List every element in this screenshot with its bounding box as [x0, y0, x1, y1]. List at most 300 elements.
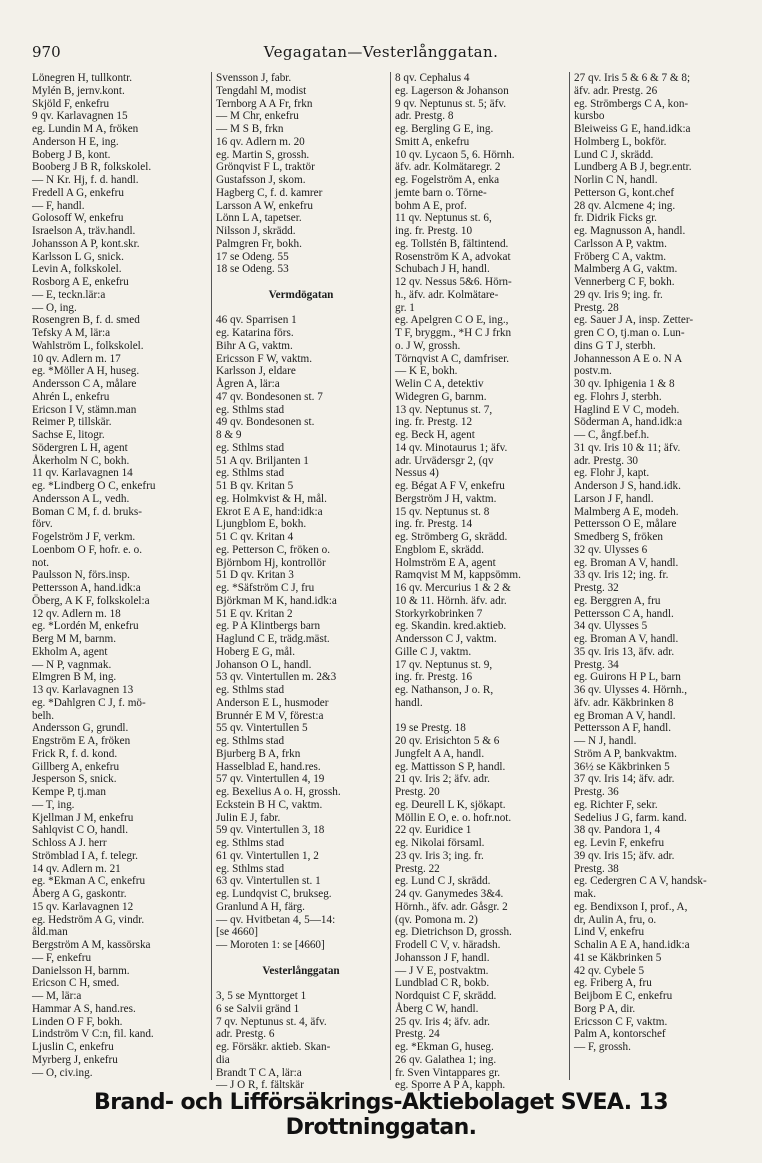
directory-columns	[32, 72, 750, 1092]
directory-line: Björnbom Hj, kontrollör	[216, 556, 326, 569]
directory-line	[216, 952, 386, 965]
directory-line: mak.	[574, 888, 597, 900]
directory-line: Gustafsson J, skom.	[216, 174, 306, 186]
directory-line: Björkman M K, hand.idk:a	[216, 594, 337, 607]
directory-line: Pettersson O E, målare	[574, 518, 677, 531]
directory-line: Smitt A, enkefru	[395, 135, 470, 148]
directory-line: — F, enkefru	[32, 951, 92, 964]
directory-line: Anderson H E, ing.	[32, 135, 119, 148]
directory-line: Prestg. 20	[395, 786, 440, 798]
directory-line: 51 C qv. Kritan 4	[216, 531, 294, 543]
directory-line: Andersson C A, målare	[32, 378, 137, 390]
directory-line: eg. Bégat A F V, enkefru	[395, 480, 505, 492]
directory-line: eg. Tollstén B, fältintend.	[395, 237, 509, 250]
directory-line: Tengdahl M, modist	[216, 84, 307, 97]
directory-line: eg Broman A V, handl.	[574, 709, 676, 722]
directory-line: eg. Bergling G E, ing.	[395, 123, 494, 135]
directory-line: eg. Nathanson, J o. R,	[395, 684, 494, 696]
directory-line: eg. Sthlms stad	[216, 862, 285, 875]
directory-line: Hörnh., äfv. adr. Gåsgr. 2	[395, 900, 508, 913]
directory-line: Andersson G, grundl.	[32, 722, 129, 735]
directory-line: eg. Sthlms stad	[216, 684, 285, 696]
directory-line: eg. Holmkvist & H, mål.	[216, 492, 327, 505]
directory-line: Palmgren Fr, bokh.	[216, 237, 302, 250]
directory-line: Danielsson H, barnm.	[32, 964, 130, 977]
directory-line: 49 qv. Bondesonen st.	[216, 416, 315, 429]
directory-line: Andersson A L, vedh.	[32, 492, 130, 505]
column-3	[390, 72, 569, 1092]
directory-line: 42 qv. Cybele 5	[574, 964, 645, 977]
directory-line: Gille C J, vaktm.	[395, 645, 472, 658]
directory-line: Södergren L H, agent	[32, 441, 128, 454]
directory-line: Haglind E V C, modeh.	[574, 403, 680, 416]
directory-line: eg. *Lordén M, enkefru	[32, 620, 139, 633]
directory-line: 34 qv. Ulysses 5	[574, 620, 648, 633]
directory-line: kursbo	[574, 110, 605, 123]
directory-line: Karlsson J, eldare	[216, 365, 296, 378]
directory-line: Sahlqvist C O, handl.	[32, 824, 129, 837]
directory-line: Anderson E L, husmoder	[216, 696, 329, 709]
directory-line: Larsson A W, enkefru	[216, 199, 313, 212]
directory-line: ing. fr. Prestg. 10	[395, 225, 473, 237]
directory-line: Gillberg A, enkefru	[32, 760, 120, 773]
directory-line: Frick R, f. d. kond.	[32, 747, 118, 760]
directory-line: Loenbom O F, hofr. e. o.	[32, 543, 143, 556]
directory-line: Lönn L A, tapetser.	[216, 212, 302, 225]
directory-line: Ågren A, lär:a	[216, 378, 280, 390]
directory-line: Bergström J H, vaktm.	[395, 492, 497, 505]
directory-line: fr. Didrik Ficks gr.	[574, 212, 657, 225]
directory-line: Engström E A, fröken	[32, 735, 131, 747]
directory-line: jemte barn o. Törne-	[395, 186, 487, 199]
directory-line: Ternborg A A Fr, frkn	[216, 97, 313, 110]
directory-line: Schubach J H, handl.	[395, 263, 490, 276]
directory-line: Myrberg J, enkefru	[32, 1053, 118, 1066]
directory-line: Ström A P, bankvaktm.	[574, 747, 677, 760]
directory-line: Levin A, folkskolel.	[32, 263, 122, 276]
directory-line: 17 se Odeng. 55	[216, 250, 289, 263]
directory-line: Eckstein B H C, vaktm.	[216, 798, 323, 811]
directory-line: 22 qv. Euridice 1	[395, 824, 472, 837]
directory-line: Nessus 4)	[395, 467, 439, 480]
directory-line: Storkyrkobrinken 7	[395, 607, 483, 620]
directory-line: eg. Magnusson A, handl.	[574, 225, 686, 237]
directory-line: 51 E qv. Kritan 2	[216, 607, 293, 620]
directory-line: eg. Strömberg G, skrädd.	[395, 531, 508, 543]
directory-line: Boberg J B, kont.	[32, 148, 111, 161]
directory-line: Ramqvist M M, kappsömm.	[395, 569, 521, 582]
directory-line: eg. Katarina förs.	[216, 327, 294, 339]
directory-line: Fredell A G, enkefru	[32, 186, 124, 199]
directory-line: eg. Apelgren C O E, ing.,	[395, 314, 509, 327]
directory-line: eg. *Ekman G, huseg.	[395, 1041, 494, 1053]
directory-line: Holmström E A, agent	[395, 556, 496, 569]
directory-line: Booberg J B R, folkskolel.	[32, 161, 152, 174]
directory-line: Brandt T C A, lär:a	[216, 1066, 302, 1079]
directory-line: eg. Lund C J, skrädd.	[395, 875, 491, 888]
directory-line: 37 qv. Iris 14; äfv. adr.	[574, 773, 675, 786]
directory-line: — M, lär:a	[32, 990, 82, 1002]
directory-line: — M S B, frkn	[216, 123, 284, 135]
directory-line: Schalin A E A, hand.idk:a	[574, 939, 690, 951]
directory-line: Linden O F F, bokh.	[32, 1015, 123, 1028]
directory-line: 28 qv. Alcmene 4; ing.	[574, 199, 676, 212]
directory-line: Prestg. 28	[574, 301, 619, 314]
page-number: 970	[32, 43, 61, 61]
directory-line: — E, teckn.lär:a	[32, 288, 106, 301]
directory-line: gren C O, tj.man o. Lun-	[574, 327, 685, 339]
directory-line: Andersson C J, vaktm.	[395, 633, 497, 645]
directory-line: Lundberg A B J, begr.entr.	[574, 161, 692, 174]
directory-line: 51 D qv. Kritan 3	[216, 569, 294, 582]
directory-line: äfv. adr. Kolmätaregr. 2	[395, 161, 501, 174]
directory-line: [se 4660]	[216, 926, 258, 939]
directory-line: 11 qv. Neptunus st. 6,	[395, 212, 492, 225]
directory-line: 8 & 9	[216, 429, 242, 441]
directory-line: Hammar A S, hand.res.	[32, 1002, 136, 1015]
directory-line: Wahlström L, folkskolel.	[32, 339, 144, 352]
directory-line: — O, civ.ing.	[32, 1066, 93, 1079]
directory-line	[216, 977, 386, 990]
advertisement-banner: Brand- och Lifförsäkrings-Aktiebolaget SVEA. 13 Drottninggatan.	[94, 1090, 668, 1140]
directory-line: Israelson A, träv.handl.	[32, 225, 136, 237]
directory-line: eg. Sthlms stad	[216, 837, 285, 849]
directory-line: Julin E J, fabr.	[216, 811, 281, 824]
directory-line: eg. Mattisson S P, handl.	[395, 760, 506, 773]
directory-line: eg. Sthlms stad	[216, 441, 285, 454]
directory-line: Ekrot E A E, hand:idk:a	[216, 505, 323, 518]
directory-line: dia	[216, 1053, 230, 1066]
directory-line: ing. fr. Prestg. 12	[395, 416, 473, 429]
directory-line: — N J, handl.	[574, 735, 637, 747]
directory-line: Prestg. 34	[574, 658, 619, 671]
directory-line: 11 qv. Karlavagnen 14	[32, 467, 133, 480]
directory-line: Ahrén L, enkefru	[32, 390, 110, 403]
directory-line: 46 qv. Sparrisen 1	[216, 314, 297, 327]
directory-line: Paulsson N, förs.insp.	[32, 569, 130, 582]
directory-line: Bihr A G, vaktm.	[216, 339, 293, 352]
directory-line: Holmberg L, bokför.	[574, 135, 667, 148]
directory-line: eg. P A Klintbergs barn	[216, 620, 321, 633]
directory-line: handl.	[395, 696, 423, 709]
directory-line: eg. Nikolai församl.	[395, 837, 485, 849]
directory-line: Anderson J S, hand.idk.	[574, 480, 681, 492]
directory-line: 55 qv. Vintertullen 5	[216, 722, 308, 735]
directory-line: postv.m.	[574, 365, 612, 378]
directory-line: Mylén B, jernv.kont.	[32, 84, 125, 97]
directory-line: Skjöld F, enkefru	[32, 97, 110, 110]
directory-line: — K E, bokh.	[395, 365, 458, 378]
directory-line: Prestg. 38	[574, 862, 619, 875]
directory-line: Bleiweiss G E, hand.idk:a	[574, 123, 691, 135]
directory-line: eg. Bexelius A o. H, grossh.	[216, 786, 341, 798]
directory-line: Prestg. 36	[574, 786, 619, 798]
directory-line: Prestg. 22	[395, 862, 440, 875]
directory-line: Rosenström K A, advokat	[395, 250, 511, 263]
directory-line: Pettersson C A, handl.	[574, 607, 674, 620]
directory-line: 19 se Prestg. 18	[395, 722, 466, 735]
column-4	[569, 72, 748, 1080]
directory-line: 36 qv. Ulysses 4. Hörnh.,	[574, 684, 688, 696]
directory-line: Lind V, enkefru	[574, 926, 645, 939]
directory-line: not.	[32, 556, 50, 569]
directory-line: Kjellman J M, enkefru	[32, 811, 134, 824]
directory-line: 51 B qv. Kritan 5	[216, 480, 294, 492]
directory-line: belh.	[32, 709, 55, 722]
directory-line: förv.	[32, 518, 53, 531]
directory-line: gr. 1	[395, 301, 415, 314]
directory-line: Grönqvist F L, traktör	[216, 161, 315, 174]
directory-line: 32 qv. Ulysses 6	[574, 543, 648, 556]
directory-line: Lundblad C R, bokb.	[395, 977, 490, 990]
directory-line: 53 qv. Vintertullen m. 2&3	[216, 671, 337, 684]
directory-line: 23 qv. Iris 3; ing. fr.	[395, 849, 484, 862]
directory-line: — O, ing.	[32, 301, 77, 314]
directory-line: Jungfelt A A, handl.	[395, 747, 485, 760]
directory-line: Elmgren B M, ing.	[32, 671, 117, 684]
directory-line: Golosoff W, enkefru	[32, 212, 124, 225]
directory-line: 10 & 11. Hörnh. äfv. adr.	[395, 594, 507, 607]
directory-line: Johanson O L, handl.	[216, 658, 312, 671]
directory-line: eg. Friberg A, fru	[574, 977, 652, 990]
directory-line: eg. Broman A V, handl.	[574, 556, 679, 569]
directory-line: eg. Beck H, agent	[395, 429, 475, 441]
directory-line: 10 qv. Lycaon 5, 6. Hörnh.	[395, 148, 515, 161]
directory-line: Berg M M, barnm.	[32, 633, 117, 645]
directory-line: 31 qv. Iris 10 & 11; äfv.	[574, 441, 681, 454]
directory-line: 12 qv. Adlern m. 18	[32, 607, 121, 620]
directory-line: Smedberg S, fröken	[574, 531, 663, 543]
directory-line: dr, Aulin A, fru, o.	[574, 913, 657, 926]
directory-line: — N P, vagnmak.	[32, 658, 112, 671]
directory-line: 57 qv. Vintertullen 4, 19	[216, 773, 325, 786]
directory-line: Rosengren B, f. d. smed	[32, 314, 140, 327]
directory-line: eg. Lundin M A, fröken	[32, 123, 139, 135]
directory-line: eg. Sthlms stad	[216, 467, 285, 480]
directory-line: eg. Sthlms stad	[216, 735, 285, 747]
directory-line: 20 qv. Erisichton 5 & 6	[395, 735, 500, 747]
directory-line: Johansson A P, kont.skr.	[32, 237, 140, 250]
directory-line: 14 qv. Adlern m. 21	[32, 862, 121, 875]
directory-line: Kempe P, tj.man	[32, 786, 106, 798]
directory-line: — qv. Hvitbetan 4, 5—14:	[216, 913, 336, 926]
directory-line: 33 qv. Iris 12; ing. fr.	[574, 569, 669, 582]
directory-line: 15 qv. Neptunus st. 8	[395, 505, 490, 518]
directory-line: Ericson I V, stämn.man	[32, 403, 137, 416]
directory-line: 3, 5 se Mynttorget 1	[216, 990, 307, 1002]
directory-line: 39 qv. Iris 15; äfv. adr.	[574, 849, 675, 862]
directory-line: Ericson C H, smed.	[32, 977, 120, 990]
directory-line: eg. Lundqvist C, brukseg.	[216, 888, 332, 900]
directory-line: Johannesson A E o. N A	[574, 352, 683, 365]
directory-line	[216, 302, 386, 315]
directory-line: eg. Försäkr. aktieb. Skan-	[216, 1041, 331, 1053]
directory-line: 36½ se Käkbrinken 5	[574, 760, 670, 773]
directory-line: Ericsson F W, vaktm.	[216, 352, 313, 365]
directory-line: Sedelius J G, farm. kand.	[574, 811, 687, 824]
directory-line: Öberg, A K F, folkskolel:a	[32, 594, 150, 607]
directory-line: 7 qv. Neptunus st. 4, äfv.	[216, 1015, 327, 1028]
directory-line: eg. Sauer J A, insp. Zetter-	[574, 314, 694, 327]
directory-line: eg. Sthlms stad	[216, 403, 285, 416]
directory-line: Larson J F, handl.	[574, 492, 654, 505]
page-title: Vegagatan—Vesterlånggatan.	[263, 43, 499, 61]
directory-line: — J O R, f. fältskär	[216, 1079, 304, 1092]
directory-line: (qv. Pomona m. 2)	[395, 913, 478, 926]
directory-line: Reimer P, tillskär.	[32, 416, 112, 429]
column-2	[211, 72, 390, 1092]
directory-line: Vennerberg C F, bokh.	[574, 276, 675, 288]
directory-line: Pettersson A, hand.idk:a	[32, 582, 141, 594]
directory-line: eg. Strömbergs C A, kon-	[574, 97, 689, 110]
directory-line: eg. Dietrichson D, grossh.	[395, 926, 512, 939]
directory-line: Fogelström J F, verkm.	[32, 531, 136, 543]
directory-line: eg. *Ekman A C, enkefru	[32, 875, 146, 888]
directory-line: åld.man	[32, 926, 68, 939]
directory-line: eg. *Lindberg O C, enkefru	[32, 480, 156, 492]
directory-line: T F, bryggm., *H C J frkn	[395, 327, 512, 339]
directory-line: Norlin C N, handl.	[574, 174, 658, 186]
directory-line: Frodell C V, v. häradsh.	[395, 939, 501, 951]
directory-line: Rosborg A E, enkefru	[32, 276, 129, 288]
directory-line: — F, grossh.	[574, 1041, 631, 1053]
directory-line: — F, handl.	[32, 199, 85, 212]
directory-line: 24 qv. Ganymedes 3&4.	[395, 888, 504, 900]
directory-line: Fröberg C A, vaktm.	[574, 250, 667, 263]
directory-line: 16 qv. Adlern m. 20	[216, 135, 305, 148]
directory-line: adr. Prestg. 30	[574, 454, 639, 467]
directory-line: — Moroten 1: se [4660]	[216, 939, 325, 951]
directory-line: Brunnér E M V, förest:a	[216, 709, 324, 722]
directory-line: 16 qv. Mercurius 1 & 2 &	[395, 582, 511, 594]
directory-line: eg. Richter F, sekr.	[574, 798, 658, 811]
directory-line: eg. *Möller A H, huseg.	[32, 365, 140, 378]
directory-line: Haglund C E, trädg.mäst.	[216, 633, 330, 645]
directory-line: eg. Flohrs J, sterbh.	[574, 390, 662, 403]
directory-line: 29 qv. Iris 9; ing. fr.	[574, 288, 663, 301]
directory-line	[216, 276, 386, 289]
directory-line: — M Chr, enkefru	[216, 110, 299, 123]
directory-line: 61 qv. Vintertullen 1, 2	[216, 849, 319, 862]
directory-line: 63 qv. Vintertullen st. 1	[216, 875, 321, 888]
directory-line: Hoberg E G, mål.	[216, 645, 296, 658]
directory-line: äfv. adr. Käkbrinken 8	[574, 696, 674, 709]
directory-line: Prestg. 24	[395, 1028, 440, 1041]
directory-line: Åkerholm N C, bokh.	[32, 454, 130, 467]
directory-line: 14 qv. Minotaurus 1; äfv.	[395, 441, 508, 454]
directory-line: 30 qv. Iphigenia 1 & 8	[574, 378, 675, 390]
directory-line: 47 qv. Bondesonen st. 7	[216, 390, 323, 403]
directory-line: — T, ing.	[32, 798, 75, 811]
directory-line: 10 qv. Adlern m. 17	[32, 352, 121, 365]
directory-line: Åberg C W, handl.	[395, 1002, 479, 1015]
directory-line: Welin C A, detektiv	[395, 378, 484, 390]
directory-line: eg. Skandin. kred.aktieb.	[395, 620, 507, 633]
directory-line: Hagberg C, f. d. kamrer	[216, 186, 323, 199]
directory-line: 9 qv. Neptunus st. 5; äfv.	[395, 97, 507, 110]
directory-line: eg. Hedström A G, vindr.	[32, 913, 145, 926]
directory-line: 8 qv. Cephalus 4	[395, 72, 470, 84]
directory-line: Tefsky A M, lär:a	[32, 327, 111, 339]
directory-line: adr. Prestg. 6	[216, 1028, 275, 1041]
directory-line: Strömblad I A, f. telegr.	[32, 849, 138, 862]
directory-line: eg. Fogelström A, enka	[395, 174, 500, 186]
directory-line: Beijbom E C, enkefru	[574, 990, 673, 1002]
directory-line: 35 qv. Iris 13, äfv. adr.	[574, 645, 675, 658]
directory-line: dins G T J, sterbh.	[574, 339, 656, 352]
directory-line: Widegren G, barnm.	[395, 390, 487, 403]
directory-line: eg. Bendixson I, prof., A,	[574, 900, 688, 913]
directory-line: 13 qv. Karlavagnen 13	[32, 684, 134, 696]
directory-line: eg. Cedergren C A V, handsk-	[574, 875, 707, 888]
directory-line: 41 se Käkbrinken 5	[574, 951, 662, 964]
directory-line: eg. *Säfström C J, fru	[216, 582, 315, 594]
directory-line: Bjurberg B A, frkn	[216, 747, 301, 760]
directory-line: — C, ångf.bef.h.	[574, 429, 650, 441]
directory-line: Vermdögatan	[268, 288, 334, 301]
directory-line: Petterson G, kont.chef	[574, 186, 675, 199]
directory-line: eg. Deurell L K, sjökapt.	[395, 798, 506, 811]
directory-line: Granlund A H, färg.	[216, 900, 305, 913]
directory-line: eg. Guirons H P L, barn	[574, 671, 681, 684]
directory-line: bohm A E, prof.	[395, 199, 467, 212]
directory-line: Borg P A, dir.	[574, 1002, 636, 1015]
directory-line: fr. Sven Vintappares gr.	[395, 1066, 501, 1079]
directory-line: 27 qv. Iris 5 & 6 & 7 & 8;	[574, 72, 691, 84]
directory-line: 38 qv. Pandora 1, 4	[574, 824, 661, 837]
directory-line: eg. Sporre A P A, kapph.	[395, 1079, 506, 1092]
directory-line: Malmberg A G, vaktm.	[574, 263, 678, 276]
column-1	[32, 72, 211, 1080]
directory-line: eg. Broman A V, handl.	[574, 633, 679, 645]
directory-line: Pettersson A F, handl.	[574, 722, 671, 735]
directory-line: Lönegren H, tullkontr.	[32, 72, 133, 84]
directory-line: Åberg A G, gaskontr.	[32, 888, 127, 900]
directory-line: 25 qv. Iris 4; äfv. adr.	[395, 1015, 490, 1028]
directory-line: Ekholm A, agent	[32, 645, 108, 658]
directory-line: Nordquist C F, skrädd.	[395, 990, 497, 1002]
directory-line: Hasselblad E, hand.res.	[216, 760, 321, 773]
directory-line: 15 qv. Karlavagnen 12	[32, 900, 134, 913]
directory-line: 51 A qv. Briljanten 1	[216, 454, 309, 467]
directory-line: Boman C M, f. d. bruks-	[32, 505, 143, 518]
directory-line: ing. fr. Prestg. 16	[395, 671, 473, 684]
directory-line: adr. Prestg. 8	[395, 110, 454, 123]
directory-line: — N Kr. Hj, f. d. handl.	[32, 174, 139, 186]
directory-line: 13 qv. Neptunus st. 7,	[395, 403, 493, 416]
directory-line: Malmberg A E, modeh.	[574, 505, 679, 518]
directory-line: 17 qv. Neptunus st. 9,	[395, 658, 493, 671]
directory-line: Schloss A J. herr	[32, 837, 107, 849]
directory-line: Lund C J, skrädd.	[574, 148, 654, 161]
directory-line: 6 se Salvii gränd 1	[216, 1002, 300, 1015]
directory-line: äfv. adr. Prestg. 26	[574, 84, 658, 97]
directory-line: Bergström A M, kassörska	[32, 939, 151, 951]
directory-line: o. J W, grossh.	[395, 339, 461, 352]
directory-line: Lindström V C:n, fil. kand.	[32, 1028, 154, 1041]
directory-line: 12 qv. Nessus 5&6. Hörn-	[395, 276, 512, 288]
directory-line: Ljungblom E, bokh.	[216, 518, 307, 531]
page-header	[0, 0, 762, 60]
directory-line: eg. Martin S, grossh.	[216, 148, 310, 161]
directory-line: Jesperson S, snick.	[32, 773, 117, 786]
directory-line: 59 qv. Vintertullen 3, 18	[216, 824, 325, 837]
directory-line: Prestg. 32	[574, 582, 619, 594]
directory-line: eg. *Dahlgren C J, f. mö-	[32, 696, 146, 709]
directory-line: Carlsson A P, vaktm.	[574, 237, 667, 250]
directory-line: eg. Lagerson & Johanson	[395, 84, 509, 97]
directory-line	[395, 710, 565, 723]
